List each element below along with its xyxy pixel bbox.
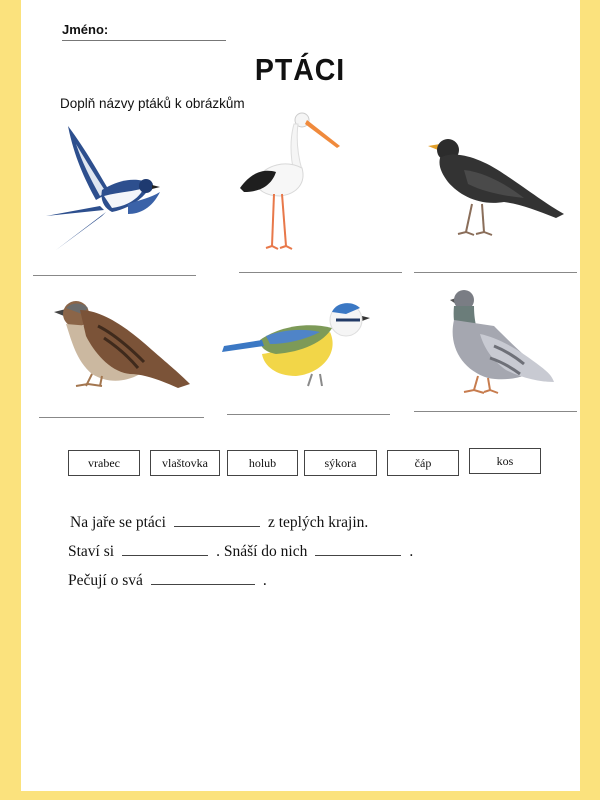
sentence-3-start: Pečují o svá bbox=[68, 572, 143, 589]
stork-icon bbox=[236, 108, 342, 254]
answer-line-6[interactable] bbox=[414, 411, 577, 412]
swallow-icon bbox=[40, 120, 166, 256]
word-card-kos[interactable]: kos bbox=[469, 448, 541, 474]
sentence-2-start: Staví si bbox=[68, 543, 115, 560]
blank-3[interactable] bbox=[315, 541, 401, 556]
sentence-2-middle: . Snáší do nich bbox=[216, 543, 308, 560]
blackbird-icon bbox=[424, 134, 566, 238]
name-label: Jméno: bbox=[62, 22, 109, 37]
sentence-3 bbox=[68, 570, 267, 590]
sentence-2-end: . bbox=[409, 543, 414, 560]
word-card-sykora[interactable]: sýkora bbox=[304, 450, 377, 476]
blank-4[interactable] bbox=[151, 570, 255, 585]
blank-1[interactable] bbox=[174, 512, 260, 527]
answer-line-4[interactable] bbox=[39, 417, 204, 418]
word-card-cap[interactable]: čáp bbox=[387, 450, 459, 476]
page-border-left bbox=[0, 0, 21, 800]
blank-2[interactable] bbox=[122, 541, 208, 556]
page-border-bottom bbox=[0, 791, 600, 800]
sentence-1-end: z teplých krajin. bbox=[267, 514, 369, 531]
sparrow-icon bbox=[52, 296, 192, 396]
word-card-holub[interactable]: holub bbox=[227, 450, 298, 476]
page-border-right bbox=[580, 0, 600, 800]
answer-line-5[interactable] bbox=[227, 414, 390, 415]
page-title: PTÁCI bbox=[254, 52, 346, 87]
sentence-1-start: Na jaře se ptáci bbox=[70, 514, 166, 531]
instruction-text: Doplň názvy ptáků k obrázkům bbox=[60, 96, 245, 111]
pigeon-icon bbox=[444, 286, 556, 398]
word-card-vlastovka[interactable]: vlaštovka bbox=[150, 450, 220, 476]
sentence-3-end: . bbox=[262, 572, 267, 589]
answer-line-3[interactable] bbox=[414, 272, 577, 273]
word-card-vrabec[interactable]: vrabec bbox=[68, 450, 140, 476]
name-input-line[interactable] bbox=[62, 40, 226, 41]
sentence-2 bbox=[68, 541, 413, 561]
answer-line-1[interactable] bbox=[33, 275, 196, 276]
sentence-1 bbox=[70, 512, 368, 532]
answer-line-2[interactable] bbox=[239, 272, 402, 273]
blue-tit-icon bbox=[220, 296, 370, 392]
